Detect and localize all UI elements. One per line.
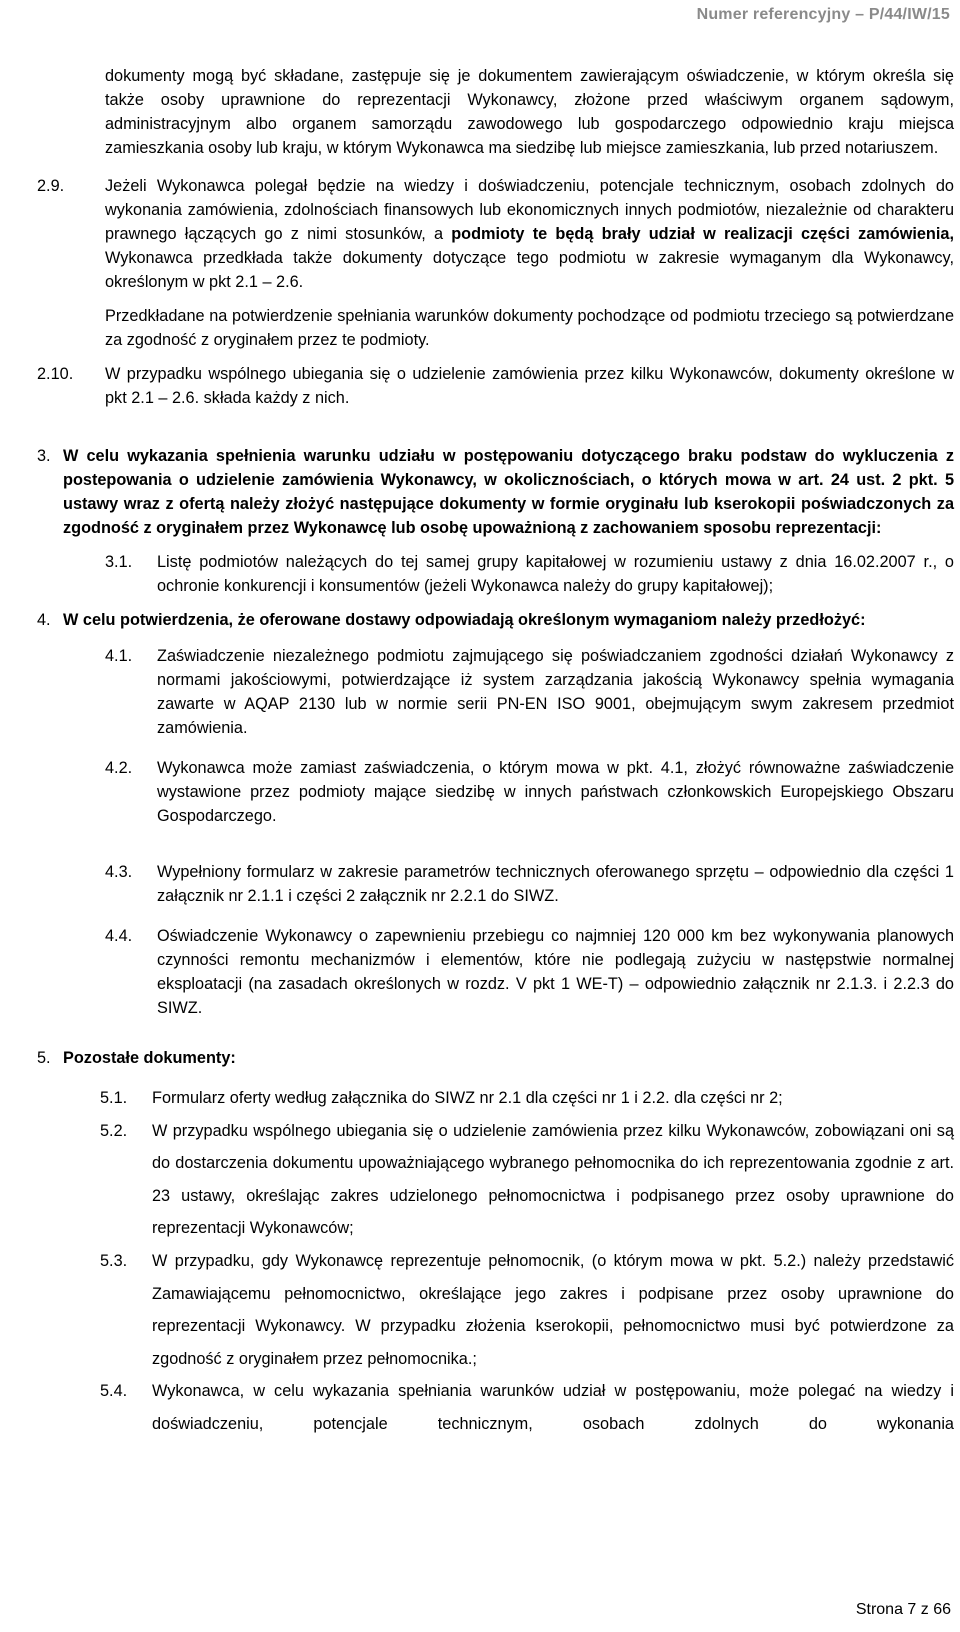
- item-number: 2.10.: [37, 365, 74, 383]
- document-reference: Numer referencyjny – P/44/IW/15: [696, 6, 950, 23]
- item-4-4: [105, 924, 954, 1020]
- section-number: 3.: [37, 447, 51, 465]
- item-number: 4.3.: [105, 863, 133, 881]
- item-5-4: [100, 1375, 954, 1440]
- page-number: Strona 7 z 66: [855, 1601, 951, 1618]
- item-number: 4.2.: [105, 759, 133, 777]
- item-number: 3.1.: [105, 553, 133, 571]
- item-5-1: [100, 1082, 954, 1115]
- item-3-1: [105, 550, 954, 598]
- item-text: Wypełniony formularz w zakresie parametrów technicznych oferowanego sprzętu – odpowiednio dla części 1 załącznik nr 2.1.1 i części 2 załącznik nr 2.2.1 do SIWZ.: [157, 863, 954, 905]
- continuation-paragraph: dokumenty mogą być składane, zastępuje się je dokumentem zawierającym oświadczenie, w którym określa się także osoby uprawnione do reprezentacji Wykonawcy, złożone przed właściwym organem sądowym, administracyjnym albo organem samorządu zawodowego lub gospodarczego odpowiednio kraju miejsca zamieszkania osoby lub kraju, w którym Wykonawca ma siedzibę lub miejsce zamieszkania, lub przed notariuszem.: [105, 67, 954, 157]
- item-5-2: [100, 1115, 954, 1245]
- item-number: 5.4.: [100, 1382, 128, 1401]
- section-heading: W celu wykazania spełnienia warunku udziału w postępowaniu dotyczącego braku podstaw do wykluczenia z postepowania o udzielenie zamówienia Wykonawcy, w okolicznościach, o których mowa w art. 24 ust. 2 pkt. 5 ustawy wraz z ofertą należy złożyć następujące dokumenty w formie oryginału lub kserokopii poświadczonych za zgodność z oryginałem przez Wykonawcę lub osobę upoważnioną z zachowaniem sposobu reprezentacji:: [63, 447, 954, 537]
- bold-phrase: podmioty te będą brały udział w realizacji części zamówienia,: [451, 225, 954, 243]
- item-4-3: [105, 860, 954, 908]
- section-3: [37, 444, 954, 540]
- item-number: 4.1.: [105, 647, 133, 665]
- item-number: 4.4.: [105, 927, 133, 945]
- item-paragraph: Przedkładane na potwierdzenie spełniania warunków dokumenty pochodzące od podmiotu trzeciego są potwierdzane za zgodność z oryginałem przez te podmioty.: [105, 307, 954, 349]
- item-4-1: [105, 644, 954, 740]
- section-number: 4.: [37, 611, 51, 629]
- item-number: 5.1.: [100, 1089, 128, 1107]
- item-text: W przypadku wspólnego ubiegania się o udzielenie zamówienia przez kilku Wykonawców, zobowiązani oni są do dostarczenia dokumentu upoważniającego wybranego pełnomocnika do ich reprezentowania zgodnie z art. 23 ustawy, określając zakres udzielonego pełnomocnictwa i podpisanego przez osoby uprawnione do reprezentacji Wykonawców;: [152, 1121, 954, 1238]
- item-4-2: [105, 756, 954, 828]
- section-number: 5.: [37, 1049, 51, 1067]
- item-5-3: [100, 1245, 954, 1375]
- item-text: Listę podmiotów należących do tej samej grupy kapitałowej w rozumieniu ustawy z dnia 16.02.2007 r., o ochronie konkurencji i konsumentów (jeżeli Wykonawca należy do grupy kapitałowej);: [157, 553, 954, 595]
- item-text: Formularz oferty według załącznika do SIWZ nr 2.1 dla części nr 1 i 2.2. dla części nr 2;: [152, 1089, 783, 1107]
- item-number: 2.9.: [37, 177, 65, 195]
- item-text: Jeżeli Wykonawca polegał będzie na wiedzy i doświadczeniu, potencjale technicznym, osobach zdolnych do wykonania zamówienia, zdolnościach finansowych lub ekonomicznych innych podmiotów, niezależnie od charakteru prawnego łączących go z nimi stosunków, a podmioty te będą brały udział w realizacji części zamówienia, Wykonawca przedkłada także dokumenty dotyczące tego podmiotu w zakresie wymaganym dla Wykonawcy, określonym w pkt 2.1 – 2.6.: [105, 177, 954, 291]
- item-text: Oświadczenie Wykonawcy o zapewnieniu przebiegu co najmniej 120 000 km bez wykonywania planowych czynności remontu mechanizmów i elementów, które nie podlegają zużyciu w następstwie normalnej eksploatacji (na zasadach określonych w rozdz. V pkt 1 WE-T) – odpowiednio załącznik nr 2.1.3. i 2.2.3 do SIWZ.: [157, 927, 954, 1017]
- item-text: Zaświadczenie niezależnego podmiotu zajmującego się poświadczaniem zgodności działań Wykonawcy z normami jakościowymi, potwierdzające iż system zarządzania jakością Wykonawcy spełnia wymagania zawarte w AQAP 2130 lub w normie serii PN-EN ISO 9001, obejmującym swym zakresem przedmiot zamówienia.: [157, 647, 954, 737]
- item-number: 5.2.: [100, 1121, 128, 1140]
- page-body: [37, 64, 954, 1441]
- section-heading: Pozostałe dokumenty:: [63, 1049, 236, 1067]
- item-number: 5.3.: [100, 1251, 128, 1270]
- item-text: W przypadku wspólnego ubiegania się o udzielenie zamówienia przez kilku Wykonawców, dokumenty określone w pkt 2.1 – 2.6. składa każdy z nich.: [105, 365, 954, 407]
- item-text: Wykonawca, w celu wykazania spełniania warunków udział w postępowaniu, może polegać na wiedzy i doświadczeniu, potencjale technicznym, osobach zdolnych do wykonania: [152, 1382, 954, 1433]
- item-text: Wykonawca może zamiast zaświadczenia, o którym mowa w pkt. 4.1, złożyć równoważne zaświadczenie wystawione przez podmioty mające siedzibę w innych państwach członkowskich Europejskiego Obszaru Gospodarczego.: [157, 759, 954, 825]
- item-2-10: [37, 362, 954, 410]
- section-5: [37, 1046, 954, 1070]
- item-text: W przypadku, gdy Wykonawcę reprezentuje pełnomocnik, (o którym mowa w pkt. 5.2.) należy przedstawić Zamawiającemu pełnomocnictwo, określające jego zakres i podpisane przez osoby uprawnione do reprezentacji Wykonawcy. W przypadku złożenia kserokopii, pełnomocnictwo musi być potwierdzone za zgodność z oryginałem przez pełnomocnika.;: [152, 1251, 954, 1368]
- section-4: [37, 608, 954, 632]
- section-heading: W celu potwierdzenia, że oferowane dostawy odpowiadają określonym wymaganiom należy przedłożyć:: [63, 611, 866, 629]
- item-2-9: [37, 174, 954, 352]
